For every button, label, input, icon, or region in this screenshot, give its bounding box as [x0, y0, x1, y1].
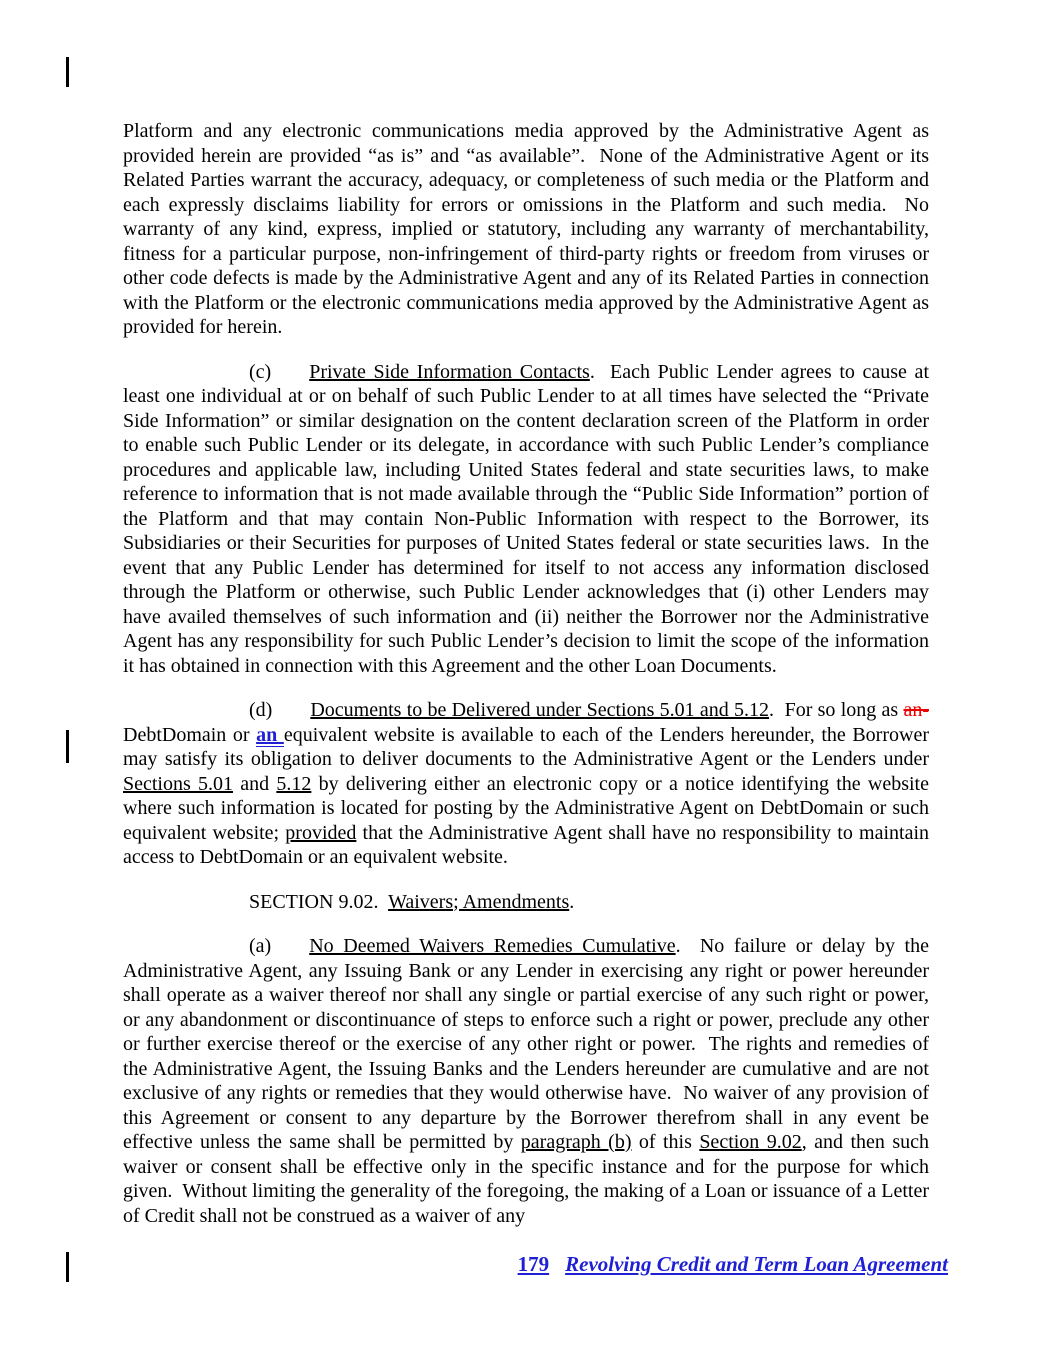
body-text: and — [233, 772, 277, 795]
section-reference: Section 9.02 — [699, 1131, 802, 1153]
inserted-text: an — [256, 723, 284, 746]
deleted-text: an- — [903, 699, 929, 721]
clause-letter: (d) — [249, 699, 273, 721]
body-text: . — [569, 890, 575, 913]
body-text: by delivering either an electronic copy or a notice identifying the website where such information is located for posting by the Administrative Agent on DebtDomain or such equivalent website; — [123, 772, 934, 844]
section-9-02-heading — [123, 890, 929, 915]
section-title: Waivers; Amendments — [388, 890, 570, 913]
section-reference: Sections 5.01 — [123, 772, 234, 795]
clause-heading: Documents to be Delivered under Sections 5.01 and 5.12 — [310, 699, 770, 721]
body-text: . Each Public Lender agrees to cause at least one individual at or on behalf of such Public Lender to at all times have selected the “Private Side Information” or similar designation on the content declaration screen of the Platform in order to enable such Public Lender or its delegate, in accordance with such Public Lender’s compliance procedures and applicable law, including United States federal and state securities laws, to make reference to information that is not made available through the “Public Side Information” portion of the Platform and that may contain Non-Public Information with respect to the Borrower, its Subsidiaries or their Securities for purposes of United States federal or state securities laws. In the event that any Public Lender has determined for itself to not access any information disclosed through the Platform or otherwise, such Public Lender acknowledges that (i) other Lenders may have availed themselves of such information and (ii) neither the Borrower nor the Administrative Agent has any responsibility for such Public Lender’s decision to limit the scope of the information it has obtained in connection with this Agreement and the other Loan Documents. — [123, 360, 934, 677]
section-number: SECTION 9.02. — [249, 890, 389, 913]
page-number: 179 — [517, 1252, 550, 1276]
clause-letter: (c) — [249, 360, 272, 383]
revision-change-bar — [66, 1252, 69, 1282]
paragraph-reference: paragraph (b) — [520, 1131, 632, 1153]
paragraph-a-no-deemed-waivers — [123, 934, 934, 1228]
footer-doc-title: Revolving Credit and Term Loan Agreement — [565, 1252, 948, 1276]
body-text: DebtDomain or — [123, 723, 257, 746]
clause-heading: Private Side Information Contacts — [309, 360, 590, 383]
document-body — [123, 119, 935, 1228]
body-text: that the Administrative Agent shall have no responsibility to maintain access to DebtDomain or an equivalent website. — [123, 821, 935, 868]
body-text: , and then such waiver or consent shall be effective only in the specific instance and for the purpose for which given. Without limiting the generality of the foregoing, the making of a Loan or issuance of a Letter of Credit shall not be construed as a waiver of any — [123, 1131, 934, 1227]
body-text: Platform and any electronic communications media approved by the Administrative Agent as provided herein are provided “as is” and “as available”. None of the Administrative Agent or its Related Parties warrant the accuracy, adequacy, or completeness of such media or the Platform and each expressly disclaims liability for errors or omissions in the Platform and such media. No warranty of any kind, express, implied or statutory, including any warranty of merchantability, fitness for a particular purpose, non-infringement of third-party rights or freedom from viruses or other code defects is made by the Administrative Agent and any of its Related Parties in connection with the Platform or the electronic communications media approved by the Administrative Agent as provided for herein. — [123, 120, 934, 338]
body-text: . For so long as — [769, 699, 904, 721]
body-text: . No failure or delay by the Administrative Agent, any Issuing Bank or any Lender in exercising any right or power hereunder shall operate as a waiver thereof nor shall any single or partial exercise of any such right or power, or any abandonment or discontinuance of steps to enforce such a right or power, preclude any other or further exercise thereof or the exercise of any other right or power. The rights and remedies of the Administrative Agent, the Issuing Banks and the Lenders hereunder are cumulative and are not exclusive of any rights or remedies that they would otherwise have. No waiver of any provision of this Agreement or consent to any departure by the Borrower therefrom shall in any event be effective unless the same shall be permitted by — [123, 935, 934, 1153]
paragraph-platform-disclaimer — [123, 119, 934, 340]
defined-term: provided — [285, 821, 357, 844]
paragraph-c-private-side-information-contacts — [123, 360, 934, 679]
clause-letter: (a) — [249, 935, 272, 957]
body-text: equivalent website is available to each of the Lenders hereunder, the Borrower may satisfy its obligation to deliver documents to the Administrative Agent or the Lenders under — [123, 723, 934, 770]
paragraph-d-documents-to-be-delivered — [123, 698, 935, 870]
section-reference: 5.12 — [276, 772, 312, 795]
body-text: of this — [631, 1131, 700, 1153]
clause-heading: No Deemed Waivers Remedies Cumulative — [309, 935, 676, 957]
revision-change-bar — [66, 57, 69, 87]
page-footer — [518, 1252, 948, 1277]
revision-change-bar — [66, 730, 69, 763]
